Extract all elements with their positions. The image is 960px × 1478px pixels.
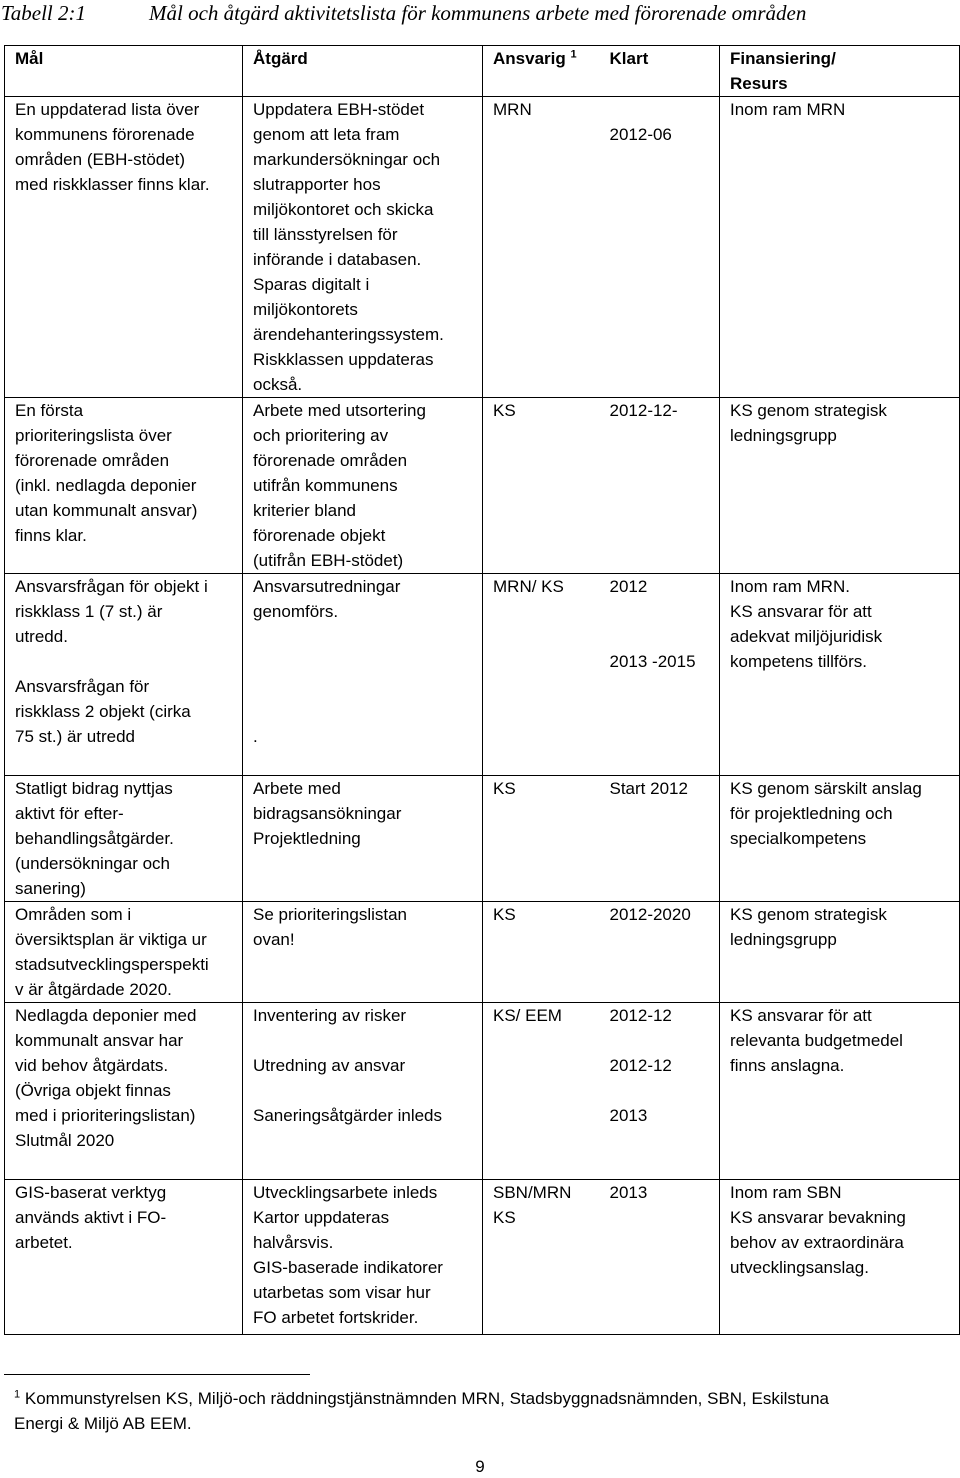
cell-mal: Statligt bidrag nyttjas aktivt för efter- behandlingsåtgärder. (undersökningar och sanering) <box>5 776 243 902</box>
header-finansiering: Finansiering/ Resurs <box>720 46 960 97</box>
table-row <box>5 97 960 398</box>
cell-finansiering: Inom ram MRN. KS ansvarar för att adekvat miljöjuridisk kompetens tillförs. <box>720 574 960 776</box>
cell-mal: En första prioriteringslista över förorenade områden (inkl. nedlagda deponier utan kommunalt ansvar) finns klar. <box>5 398 243 574</box>
cell-klart: 2012-06 <box>600 97 720 398</box>
cell-klart: Start 2012 <box>600 776 720 902</box>
table-title: Mål och åtgärd aktivitetslista för kommunens arbete med förorenade områden <box>149 1 807 25</box>
table-number: Tabell 2:1 <box>1 1 86 25</box>
table-header-row <box>5 46 960 97</box>
cell-finansiering: Inom ram SBN KS ansvarar bevakning behov av extraordinära utvecklingsanslag. <box>720 1180 960 1335</box>
footnote-divider <box>4 1374 310 1375</box>
cell-atgard: Arbete med bidragsansökningar Projektledning <box>243 776 483 902</box>
cell-ansvarig: KS <box>483 902 600 1003</box>
page-number: 9 <box>475 1457 485 1476</box>
cell-klart: 2012-2020 <box>600 902 720 1003</box>
cell-klart: 2012 2013 -2015 <box>600 574 720 776</box>
cell-ansvarig: SBN/MRN KS <box>483 1180 600 1335</box>
cell-ansvarig: KS <box>483 398 600 574</box>
footnote-text: Kommunstyrelsen KS, Miljö-och räddningstjänstnämnden MRN, Stadsbyggnadsnämnden, SBN, Eskilstuna Energi & Miljö AB EEM. <box>14 1389 829 1433</box>
header-mal: Mål <box>5 46 243 97</box>
cell-atgard: Inventering av risker Utredning av ansvar Saneringsåtgärder inleds <box>243 1003 483 1180</box>
cell-klart: 2012-12- <box>600 398 720 574</box>
footnote-ref: 1 <box>570 48 577 61</box>
cell-finansiering: KS genom strategisk ledningsgrupp <box>720 902 960 1003</box>
table-row <box>5 398 960 574</box>
cell-mal: Ansvarsfrågan för objekt i riskklass 1 (7 st.) är utredd. Ansvarsfrågan för riskklass 2 objekt (cirka 75 st.) är utredd <box>5 574 243 776</box>
cell-atgard: Utvecklingsarbete inleds Kartor uppdateras halvårsvis. GIS-baserade indikatorer utarbetas som visar hur FO arbetet fortskrider. <box>243 1180 483 1335</box>
cell-atgard: Uppdatera EBH-stödet genom att leta fram markundersökningar och slutrapporter hos miljökontoret och skicka till länsstyrelsen för införande i databasen. Sparas digitalt i miljökontorets ärendehanteringssystem. Riskklassen uppdateras också. <box>243 97 483 398</box>
table-row <box>5 574 960 776</box>
cell-finansiering: KS ansvarar för att relevanta budgetmedel finns anslagna. <box>720 1003 960 1180</box>
table-row <box>5 902 960 1003</box>
header-klart: Klart <box>600 46 720 97</box>
header-atgard: Åtgärd <box>243 46 483 97</box>
cell-ansvarig: KS <box>483 776 600 902</box>
cell-mal: GIS-baserat verktyg används aktivt i FO- arbetet. <box>5 1180 243 1335</box>
table-row <box>5 1003 960 1180</box>
footnote <box>14 1386 944 1436</box>
cell-finansiering: KS genom strategisk ledningsgrupp <box>720 398 960 574</box>
cell-atgard: Ansvarsutredningar genomförs. . <box>243 574 483 776</box>
cell-mal: En uppdaterad lista över kommunens förorenade områden (EBH-stödet) med riskklasser finns klar. <box>5 97 243 398</box>
cell-atgard: Se prioriteringslistan ovan! <box>243 902 483 1003</box>
cell-mal: Områden som i översiktsplan är viktiga ur stadsutvecklingsperspekti v är åtgärdade 2020. <box>5 902 243 1003</box>
cell-mal: Nedlagda deponier med kommunalt ansvar har vid behov åtgärdats. (Övriga objekt finnas med i prioriteringslistan) Slutmål 2020 <box>5 1003 243 1180</box>
cell-finansiering: Inom ram MRN <box>720 97 960 398</box>
action-table <box>4 45 960 1335</box>
cell-finansiering: KS genom särskilt anslag för projektledning och specialkompetens <box>720 776 960 902</box>
header-ansvarig: Ansvarig $^1$ <box>483 46 600 97</box>
cell-ansvarig: MRN <box>483 97 600 398</box>
table-row <box>5 1180 960 1335</box>
cell-klart: 2012-12 2012-12 2013 <box>600 1003 720 1180</box>
footnote-marker: 1 <box>14 1388 21 1401</box>
table-row <box>5 776 960 902</box>
cell-ansvarig: KS/ EEM <box>483 1003 600 1180</box>
cell-ansvarig: MRN/ KS <box>483 574 600 776</box>
cell-klart: 2013 <box>600 1180 720 1335</box>
cell-atgard: Arbete med utsortering och prioritering av förorenade områden utifrån kommunens kriterier bland förorenade objekt (utifrån EBH-stödet) <box>243 398 483 574</box>
